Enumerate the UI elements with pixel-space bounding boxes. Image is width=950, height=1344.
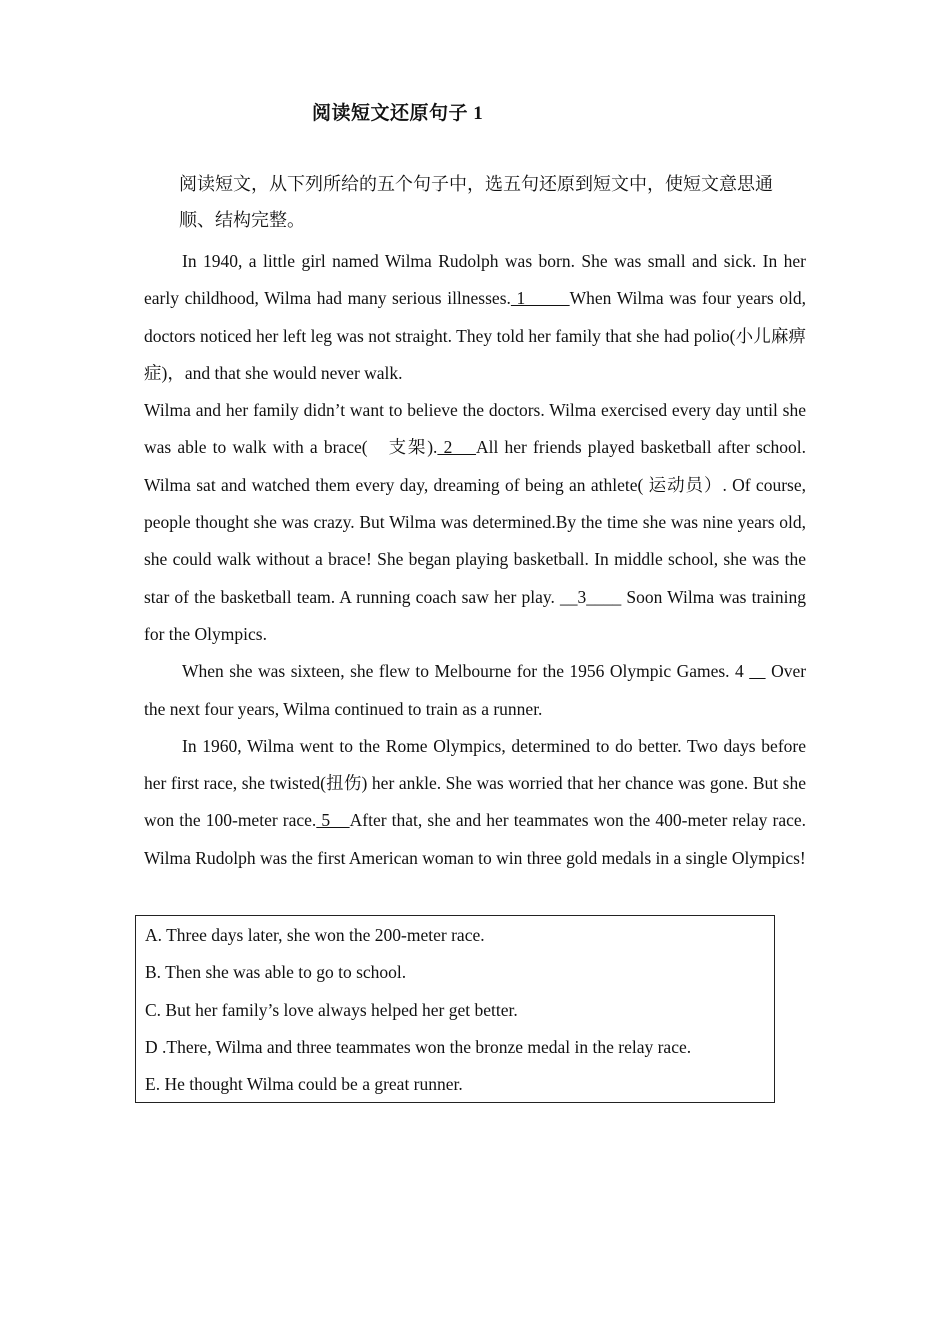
p2-text-c: Soon Wilma was training for the Olympics. (144, 586, 807, 644)
instruction-text (179, 166, 811, 238)
option-a: A. Three days later, she won the 200-meter race. (145, 925, 485, 945)
passage-paragraph-4 (144, 728, 806, 877)
p2-text-a: Wilma and her family didn’t want to believe the doctors. Wilma exercised every day until she was able to walk with a brace( 支架). (144, 400, 806, 458)
blank-4 (749, 661, 765, 681)
blank-5: 5 (316, 810, 350, 831)
option-c: C. But her family’s love always helped her get better. (145, 999, 518, 1020)
options-box (135, 915, 775, 1103)
p4-text-b: After that, she and her teammates won the 400-meter relay race. Wilma Rudolph was the first American woman to win three gold medals in a single Olympics! (144, 810, 806, 868)
option-b: B. Then she was able to go to school. (145, 962, 407, 983)
passage-paragraph-2 (144, 392, 806, 653)
passage (144, 243, 806, 877)
instruction-line-1: 阅读短文，从下列所给的五个句子中，选五句还原到短文中，使短文意思通 (179, 174, 773, 194)
passage-paragraph-1 (144, 243, 806, 392)
blank-2: 2 (437, 437, 477, 458)
p3-text-a: When she was sixteen, she flew to Melbourne for the 1956 Olympic Games. 4 (182, 661, 744, 682)
blank-1: 1 (510, 288, 570, 309)
p4-text-a: In 1960, Wilma went to the Rome Olympics, determined to do better. Two days before her first race, she twisted(扭伤) her ankle. She was worried that her chance was gone. But she won the 100-meter race. (144, 735, 806, 831)
p3-text-b: Over the next four years, Wilma continued to train as a runner. (144, 661, 807, 719)
blank-3: __3____ (554, 586, 627, 607)
option-e: E. He thought Wilma could be a great runner. (145, 1074, 463, 1095)
option-d: D .There, Wilma and three teammates won the bronze medal in the relay race. (145, 1036, 692, 1057)
instruction-line-2: 顺、结构完整。 (179, 210, 305, 230)
p2-text-b: All her friends played basketball after school. Wilma sat and watched them every day, dreaming of being an athlete( 运动员）. Of course, people thought she was crazy. But Wilma was determined.By the time she was nine years old, she could walk without a brace! She began playing basketball. In middle school, she was the star of the basketball team. A running coach saw her play. (144, 437, 807, 607)
p1-text-b: When Wilma was four years old, doctors noticed her left leg was not straight. They told her family that she had polio(小儿麻痹症)，and that she would never walk. (144, 288, 807, 383)
page-title: 阅读短文还原句子 1 (312, 103, 484, 124)
p1-text-a: In 1940, a little girl named Wilma Rudolph was born. She was small and sick. In her early childhood, Wilma had many serious illnesses. (144, 251, 806, 309)
passage-paragraph-3 (144, 653, 806, 728)
